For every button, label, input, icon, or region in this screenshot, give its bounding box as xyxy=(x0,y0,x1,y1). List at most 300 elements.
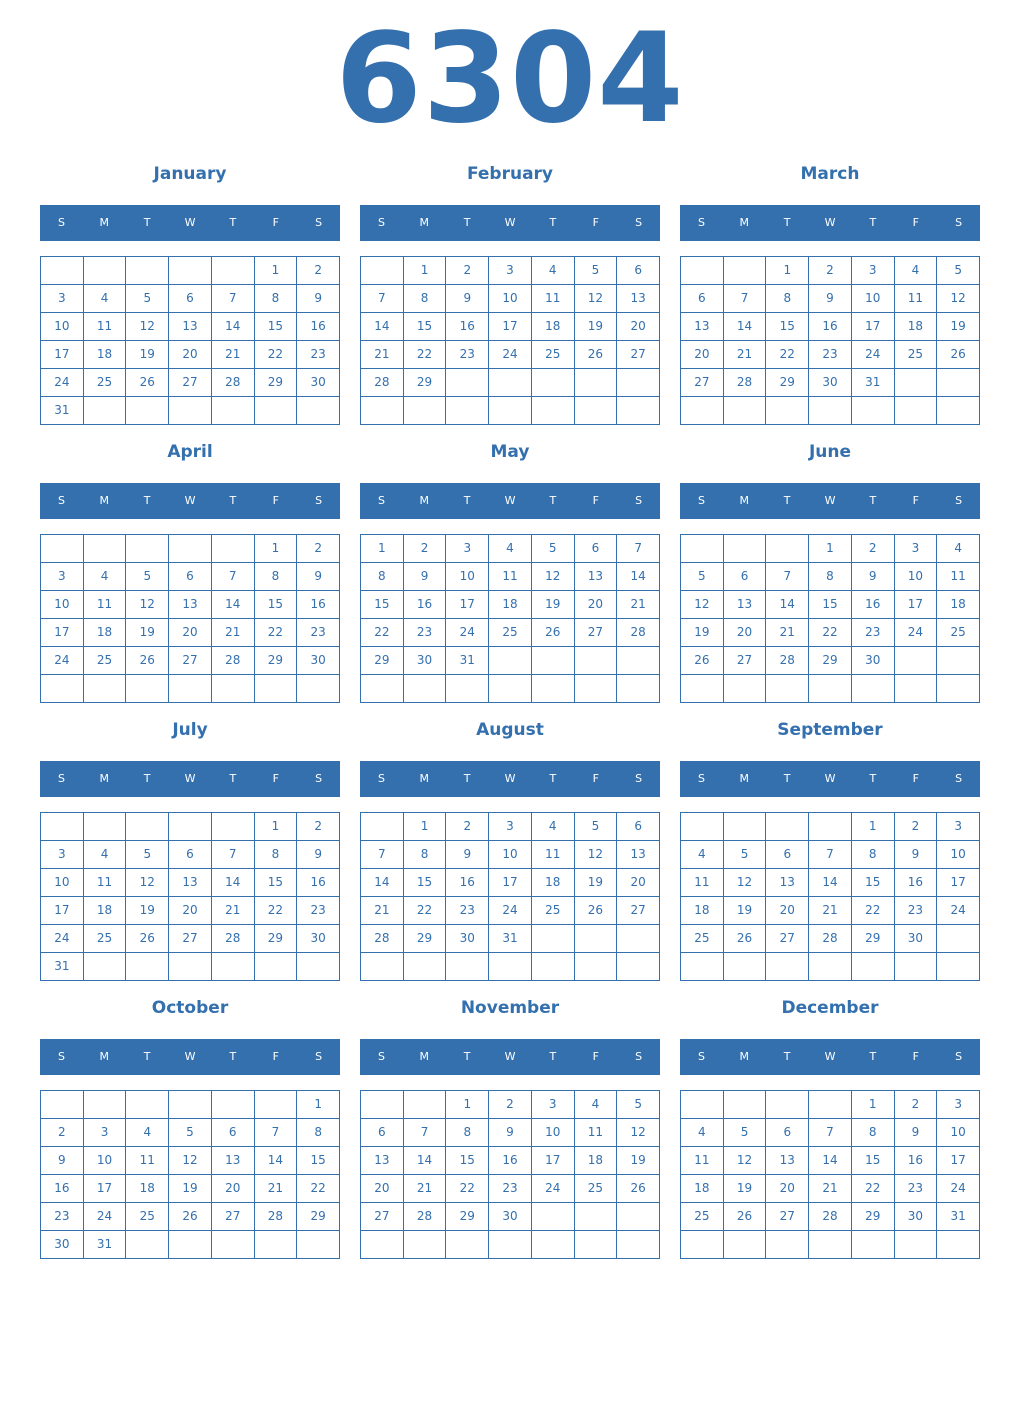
day-cell[interactable]: 31 xyxy=(41,953,84,981)
day-cell[interactable]: 23 xyxy=(297,897,340,925)
day-cell[interactable]: 31 xyxy=(937,1203,980,1231)
day-cell[interactable]: 10 xyxy=(489,285,532,313)
day-cell[interactable]: 9 xyxy=(809,285,852,313)
day-cell[interactable]: 2 xyxy=(895,1091,938,1119)
day-cell[interactable]: 8 xyxy=(255,841,298,869)
day-cell[interactable]: 5 xyxy=(937,257,980,285)
day-cell[interactable]: 7 xyxy=(809,1119,852,1147)
day-cell[interactable]: 29 xyxy=(809,647,852,675)
day-cell[interactable]: 16 xyxy=(297,591,340,619)
day-cell[interactable]: 3 xyxy=(937,813,980,841)
day-cell[interactable]: 18 xyxy=(681,1175,724,1203)
day-cell[interactable]: 8 xyxy=(446,1119,489,1147)
day-cell[interactable]: 15 xyxy=(766,313,809,341)
day-cell[interactable]: 25 xyxy=(681,1203,724,1231)
day-cell[interactable]: 9 xyxy=(41,1147,84,1175)
day-cell[interactable]: 26 xyxy=(532,619,575,647)
day-cell[interactable]: 19 xyxy=(681,619,724,647)
day-cell[interactable]: 17 xyxy=(532,1147,575,1175)
day-cell[interactable]: 16 xyxy=(489,1147,532,1175)
day-cell[interactable]: 16 xyxy=(446,869,489,897)
day-cell[interactable]: 11 xyxy=(575,1119,618,1147)
day-cell[interactable]: 21 xyxy=(809,1175,852,1203)
day-cell[interactable]: 10 xyxy=(41,591,84,619)
day-cell[interactable]: 17 xyxy=(852,313,895,341)
day-cell[interactable]: 26 xyxy=(169,1203,212,1231)
day-cell[interactable]: 9 xyxy=(446,841,489,869)
day-cell[interactable]: 23 xyxy=(489,1175,532,1203)
day-cell[interactable]: 18 xyxy=(84,897,127,925)
day-cell[interactable]: 4 xyxy=(681,1119,724,1147)
day-cell[interactable]: 22 xyxy=(361,619,404,647)
day-cell[interactable]: 24 xyxy=(41,369,84,397)
day-cell[interactable]: 18 xyxy=(126,1175,169,1203)
day-cell[interactable]: 3 xyxy=(84,1119,127,1147)
day-cell[interactable]: 16 xyxy=(404,591,447,619)
day-cell[interactable]: 27 xyxy=(617,897,660,925)
day-cell[interactable]: 7 xyxy=(361,841,404,869)
day-cell[interactable]: 2 xyxy=(809,257,852,285)
day-cell[interactable]: 4 xyxy=(532,257,575,285)
day-cell[interactable]: 9 xyxy=(895,841,938,869)
day-cell[interactable]: 13 xyxy=(169,869,212,897)
day-cell[interactable]: 28 xyxy=(212,647,255,675)
day-cell[interactable]: 21 xyxy=(766,619,809,647)
day-cell[interactable]: 10 xyxy=(895,563,938,591)
day-cell[interactable]: 19 xyxy=(126,619,169,647)
day-cell[interactable]: 14 xyxy=(404,1147,447,1175)
day-cell[interactable]: 8 xyxy=(361,563,404,591)
day-cell[interactable]: 21 xyxy=(361,341,404,369)
day-cell[interactable]: 13 xyxy=(169,591,212,619)
day-cell[interactable]: 4 xyxy=(84,285,127,313)
day-cell[interactable]: 29 xyxy=(852,925,895,953)
day-cell[interactable]: 27 xyxy=(766,925,809,953)
day-cell[interactable]: 23 xyxy=(297,341,340,369)
day-cell[interactable]: 26 xyxy=(681,647,724,675)
day-cell[interactable]: 30 xyxy=(809,369,852,397)
day-cell[interactable]: 19 xyxy=(937,313,980,341)
day-cell[interactable]: 2 xyxy=(895,813,938,841)
day-cell[interactable]: 3 xyxy=(41,285,84,313)
day-cell[interactable]: 5 xyxy=(532,535,575,563)
day-cell[interactable]: 3 xyxy=(937,1091,980,1119)
day-cell[interactable]: 12 xyxy=(532,563,575,591)
day-cell[interactable]: 27 xyxy=(681,369,724,397)
day-cell[interactable]: 12 xyxy=(681,591,724,619)
day-cell[interactable]: 27 xyxy=(212,1203,255,1231)
day-cell[interactable]: 14 xyxy=(212,313,255,341)
day-cell[interactable]: 27 xyxy=(575,619,618,647)
day-cell[interactable]: 22 xyxy=(404,897,447,925)
day-cell[interactable]: 12 xyxy=(169,1147,212,1175)
day-cell[interactable]: 3 xyxy=(852,257,895,285)
day-cell[interactable]: 13 xyxy=(212,1147,255,1175)
day-cell[interactable]: 6 xyxy=(575,535,618,563)
day-cell[interactable]: 12 xyxy=(937,285,980,313)
day-cell[interactable]: 16 xyxy=(895,1147,938,1175)
day-cell[interactable]: 28 xyxy=(361,369,404,397)
day-cell[interactable]: 20 xyxy=(766,1175,809,1203)
day-cell[interactable]: 20 xyxy=(169,897,212,925)
day-cell[interactable]: 28 xyxy=(361,925,404,953)
day-cell[interactable]: 18 xyxy=(681,897,724,925)
day-cell[interactable]: 6 xyxy=(766,841,809,869)
day-cell[interactable]: 24 xyxy=(532,1175,575,1203)
day-cell[interactable]: 11 xyxy=(681,869,724,897)
day-cell[interactable]: 18 xyxy=(937,591,980,619)
day-cell[interactable]: 3 xyxy=(41,841,84,869)
day-cell[interactable]: 16 xyxy=(809,313,852,341)
day-cell[interactable]: 17 xyxy=(489,869,532,897)
day-cell[interactable]: 5 xyxy=(575,813,618,841)
day-cell[interactable]: 26 xyxy=(937,341,980,369)
day-cell[interactable]: 11 xyxy=(84,869,127,897)
day-cell[interactable]: 27 xyxy=(169,647,212,675)
day-cell[interactable]: 2 xyxy=(446,813,489,841)
day-cell[interactable]: 25 xyxy=(681,925,724,953)
day-cell[interactable]: 5 xyxy=(126,285,169,313)
day-cell[interactable]: 18 xyxy=(575,1147,618,1175)
day-cell[interactable]: 23 xyxy=(41,1203,84,1231)
day-cell[interactable]: 17 xyxy=(84,1175,127,1203)
day-cell[interactable]: 3 xyxy=(41,563,84,591)
day-cell[interactable]: 24 xyxy=(84,1203,127,1231)
day-cell[interactable]: 29 xyxy=(255,647,298,675)
day-cell[interactable]: 21 xyxy=(724,341,767,369)
day-cell[interactable]: 22 xyxy=(255,341,298,369)
day-cell[interactable]: 13 xyxy=(361,1147,404,1175)
day-cell[interactable]: 3 xyxy=(446,535,489,563)
day-cell[interactable]: 22 xyxy=(297,1175,340,1203)
day-cell[interactable]: 17 xyxy=(41,619,84,647)
day-cell[interactable]: 14 xyxy=(361,869,404,897)
day-cell[interactable]: 14 xyxy=(212,869,255,897)
day-cell[interactable]: 18 xyxy=(895,313,938,341)
day-cell[interactable]: 5 xyxy=(724,841,767,869)
day-cell[interactable]: 7 xyxy=(212,841,255,869)
day-cell[interactable]: 26 xyxy=(724,1203,767,1231)
day-cell[interactable]: 10 xyxy=(41,869,84,897)
day-cell[interactable]: 24 xyxy=(489,341,532,369)
day-cell[interactable]: 12 xyxy=(575,285,618,313)
day-cell[interactable]: 12 xyxy=(126,591,169,619)
day-cell[interactable]: 6 xyxy=(617,813,660,841)
day-cell[interactable]: 3 xyxy=(532,1091,575,1119)
day-cell[interactable]: 28 xyxy=(766,647,809,675)
day-cell[interactable]: 14 xyxy=(809,1147,852,1175)
day-cell[interactable]: 2 xyxy=(41,1119,84,1147)
day-cell[interactable]: 4 xyxy=(575,1091,618,1119)
day-cell[interactable]: 29 xyxy=(297,1203,340,1231)
day-cell[interactable]: 26 xyxy=(575,341,618,369)
day-cell[interactable]: 1 xyxy=(809,535,852,563)
day-cell[interactable]: 19 xyxy=(532,591,575,619)
day-cell[interactable]: 25 xyxy=(84,925,127,953)
day-cell[interactable]: 28 xyxy=(809,925,852,953)
day-cell[interactable]: 14 xyxy=(617,563,660,591)
day-cell[interactable]: 13 xyxy=(766,1147,809,1175)
day-cell[interactable]: 31 xyxy=(446,647,489,675)
day-cell[interactable]: 26 xyxy=(126,925,169,953)
day-cell[interactable]: 22 xyxy=(446,1175,489,1203)
day-cell[interactable]: 20 xyxy=(212,1175,255,1203)
day-cell[interactable]: 7 xyxy=(809,841,852,869)
day-cell[interactable]: 2 xyxy=(297,257,340,285)
day-cell[interactable]: 29 xyxy=(404,369,447,397)
day-cell[interactable]: 21 xyxy=(404,1175,447,1203)
day-cell[interactable]: 1 xyxy=(255,257,298,285)
day-cell[interactable]: 14 xyxy=(212,591,255,619)
day-cell[interactable]: 15 xyxy=(297,1147,340,1175)
day-cell[interactable]: 2 xyxy=(404,535,447,563)
day-cell[interactable]: 4 xyxy=(937,535,980,563)
day-cell[interactable]: 6 xyxy=(169,285,212,313)
day-cell[interactable]: 15 xyxy=(852,1147,895,1175)
day-cell[interactable]: 20 xyxy=(169,341,212,369)
day-cell[interactable]: 1 xyxy=(255,535,298,563)
day-cell[interactable]: 13 xyxy=(617,841,660,869)
day-cell[interactable]: 13 xyxy=(724,591,767,619)
day-cell[interactable]: 31 xyxy=(489,925,532,953)
day-cell[interactable]: 15 xyxy=(404,313,447,341)
day-cell[interactable]: 29 xyxy=(404,925,447,953)
day-cell[interactable]: 23 xyxy=(446,341,489,369)
day-cell[interactable]: 15 xyxy=(446,1147,489,1175)
day-cell[interactable]: 9 xyxy=(404,563,447,591)
day-cell[interactable]: 24 xyxy=(489,897,532,925)
day-cell[interactable]: 18 xyxy=(84,619,127,647)
day-cell[interactable]: 16 xyxy=(852,591,895,619)
day-cell[interactable]: 12 xyxy=(724,869,767,897)
day-cell[interactable]: 11 xyxy=(532,841,575,869)
day-cell[interactable]: 12 xyxy=(126,869,169,897)
day-cell[interactable]: 7 xyxy=(766,563,809,591)
day-cell[interactable]: 11 xyxy=(84,313,127,341)
day-cell[interactable]: 27 xyxy=(766,1203,809,1231)
day-cell[interactable]: 10 xyxy=(937,1119,980,1147)
day-cell[interactable]: 8 xyxy=(809,563,852,591)
day-cell[interactable]: 1 xyxy=(404,813,447,841)
day-cell[interactable]: 26 xyxy=(126,647,169,675)
day-cell[interactable]: 3 xyxy=(489,813,532,841)
day-cell[interactable]: 26 xyxy=(617,1175,660,1203)
day-cell[interactable]: 15 xyxy=(255,313,298,341)
day-cell[interactable]: 2 xyxy=(297,535,340,563)
day-cell[interactable]: 5 xyxy=(575,257,618,285)
day-cell[interactable]: 7 xyxy=(361,285,404,313)
day-cell[interactable]: 5 xyxy=(126,841,169,869)
day-cell[interactable]: 6 xyxy=(169,563,212,591)
day-cell[interactable]: 28 xyxy=(404,1203,447,1231)
day-cell[interactable]: 22 xyxy=(255,897,298,925)
day-cell[interactable]: 15 xyxy=(255,869,298,897)
day-cell[interactable]: 21 xyxy=(212,341,255,369)
day-cell[interactable]: 23 xyxy=(895,897,938,925)
day-cell[interactable]: 3 xyxy=(489,257,532,285)
day-cell[interactable]: 25 xyxy=(126,1203,169,1231)
day-cell[interactable]: 18 xyxy=(489,591,532,619)
day-cell[interactable]: 9 xyxy=(489,1119,532,1147)
day-cell[interactable]: 17 xyxy=(937,1147,980,1175)
day-cell[interactable]: 4 xyxy=(84,841,127,869)
day-cell[interactable]: 22 xyxy=(255,619,298,647)
day-cell[interactable]: 31 xyxy=(852,369,895,397)
day-cell[interactable]: 8 xyxy=(852,841,895,869)
day-cell[interactable]: 27 xyxy=(361,1203,404,1231)
day-cell[interactable]: 22 xyxy=(852,1175,895,1203)
day-cell[interactable]: 1 xyxy=(852,813,895,841)
day-cell[interactable]: 24 xyxy=(446,619,489,647)
day-cell[interactable]: 7 xyxy=(404,1119,447,1147)
day-cell[interactable]: 10 xyxy=(852,285,895,313)
day-cell[interactable]: 9 xyxy=(297,285,340,313)
day-cell[interactable]: 28 xyxy=(255,1203,298,1231)
day-cell[interactable]: 20 xyxy=(361,1175,404,1203)
day-cell[interactable]: 25 xyxy=(84,369,127,397)
day-cell[interactable]: 30 xyxy=(852,647,895,675)
day-cell[interactable]: 19 xyxy=(724,897,767,925)
day-cell[interactable]: 11 xyxy=(937,563,980,591)
day-cell[interactable]: 20 xyxy=(724,619,767,647)
day-cell[interactable]: 28 xyxy=(617,619,660,647)
day-cell[interactable]: 25 xyxy=(489,619,532,647)
day-cell[interactable]: 18 xyxy=(84,341,127,369)
day-cell[interactable]: 8 xyxy=(297,1119,340,1147)
day-cell[interactable]: 6 xyxy=(724,563,767,591)
day-cell[interactable]: 4 xyxy=(84,563,127,591)
day-cell[interactable]: 29 xyxy=(852,1203,895,1231)
day-cell[interactable]: 26 xyxy=(575,897,618,925)
day-cell[interactable]: 28 xyxy=(809,1203,852,1231)
day-cell[interactable]: 12 xyxy=(617,1119,660,1147)
day-cell[interactable]: 15 xyxy=(852,869,895,897)
day-cell[interactable]: 18 xyxy=(532,313,575,341)
day-cell[interactable]: 23 xyxy=(404,619,447,647)
day-cell[interactable]: 23 xyxy=(297,619,340,647)
day-cell[interactable]: 17 xyxy=(937,869,980,897)
day-cell[interactable]: 18 xyxy=(532,869,575,897)
day-cell[interactable]: 27 xyxy=(724,647,767,675)
day-cell[interactable]: 7 xyxy=(212,285,255,313)
day-cell[interactable]: 10 xyxy=(446,563,489,591)
day-cell[interactable]: 7 xyxy=(617,535,660,563)
day-cell[interactable]: 6 xyxy=(212,1119,255,1147)
day-cell[interactable]: 1 xyxy=(255,813,298,841)
day-cell[interactable]: 30 xyxy=(297,369,340,397)
day-cell[interactable]: 27 xyxy=(169,925,212,953)
day-cell[interactable]: 4 xyxy=(681,841,724,869)
day-cell[interactable]: 8 xyxy=(766,285,809,313)
day-cell[interactable]: 22 xyxy=(766,341,809,369)
day-cell[interactable]: 27 xyxy=(169,369,212,397)
day-cell[interactable]: 10 xyxy=(41,313,84,341)
day-cell[interactable]: 23 xyxy=(852,619,895,647)
day-cell[interactable]: 16 xyxy=(41,1175,84,1203)
day-cell[interactable]: 26 xyxy=(126,369,169,397)
day-cell[interactable]: 8 xyxy=(255,285,298,313)
day-cell[interactable]: 1 xyxy=(361,535,404,563)
day-cell[interactable]: 13 xyxy=(766,869,809,897)
day-cell[interactable]: 24 xyxy=(937,1175,980,1203)
day-cell[interactable]: 17 xyxy=(489,313,532,341)
day-cell[interactable]: 29 xyxy=(361,647,404,675)
day-cell[interactable]: 21 xyxy=(212,619,255,647)
day-cell[interactable]: 29 xyxy=(255,369,298,397)
day-cell[interactable]: 5 xyxy=(617,1091,660,1119)
day-cell[interactable]: 24 xyxy=(41,925,84,953)
day-cell[interactable]: 20 xyxy=(169,619,212,647)
day-cell[interactable]: 19 xyxy=(617,1147,660,1175)
day-cell[interactable]: 1 xyxy=(766,257,809,285)
day-cell[interactable]: 2 xyxy=(297,813,340,841)
day-cell[interactable]: 21 xyxy=(809,897,852,925)
day-cell[interactable]: 8 xyxy=(852,1119,895,1147)
day-cell[interactable]: 1 xyxy=(297,1091,340,1119)
day-cell[interactable]: 5 xyxy=(126,563,169,591)
day-cell[interactable]: 25 xyxy=(532,341,575,369)
day-cell[interactable]: 29 xyxy=(766,369,809,397)
day-cell[interactable]: 22 xyxy=(404,341,447,369)
day-cell[interactable]: 24 xyxy=(852,341,895,369)
day-cell[interactable]: 30 xyxy=(895,925,938,953)
day-cell[interactable]: 30 xyxy=(489,1203,532,1231)
day-cell[interactable]: 29 xyxy=(446,1203,489,1231)
day-cell[interactable]: 14 xyxy=(724,313,767,341)
day-cell[interactable]: 25 xyxy=(84,647,127,675)
day-cell[interactable]: 10 xyxy=(532,1119,575,1147)
day-cell[interactable]: 19 xyxy=(575,313,618,341)
day-cell[interactable]: 5 xyxy=(169,1119,212,1147)
day-cell[interactable]: 22 xyxy=(852,897,895,925)
day-cell[interactable]: 31 xyxy=(41,397,84,425)
day-cell[interactable]: 7 xyxy=(212,563,255,591)
day-cell[interactable]: 17 xyxy=(895,591,938,619)
day-cell[interactable]: 15 xyxy=(361,591,404,619)
day-cell[interactable]: 20 xyxy=(617,869,660,897)
day-cell[interactable]: 27 xyxy=(617,341,660,369)
day-cell[interactable]: 13 xyxy=(575,563,618,591)
day-cell[interactable]: 11 xyxy=(126,1147,169,1175)
day-cell[interactable]: 30 xyxy=(41,1231,84,1259)
day-cell[interactable]: 3 xyxy=(895,535,938,563)
day-cell[interactable]: 9 xyxy=(852,563,895,591)
day-cell[interactable]: 30 xyxy=(895,1203,938,1231)
day-cell[interactable]: 1 xyxy=(446,1091,489,1119)
day-cell[interactable]: 5 xyxy=(681,563,724,591)
day-cell[interactable]: 20 xyxy=(681,341,724,369)
day-cell[interactable]: 19 xyxy=(169,1175,212,1203)
day-cell[interactable]: 25 xyxy=(575,1175,618,1203)
day-cell[interactable]: 11 xyxy=(532,285,575,313)
day-cell[interactable]: 24 xyxy=(937,897,980,925)
day-cell[interactable]: 24 xyxy=(41,647,84,675)
day-cell[interactable]: 29 xyxy=(255,925,298,953)
day-cell[interactable]: 9 xyxy=(297,563,340,591)
day-cell[interactable]: 10 xyxy=(84,1147,127,1175)
day-cell[interactable]: 31 xyxy=(84,1231,127,1259)
day-cell[interactable]: 22 xyxy=(809,619,852,647)
day-cell[interactable]: 11 xyxy=(681,1147,724,1175)
day-cell[interactable]: 28 xyxy=(212,369,255,397)
day-cell[interactable]: 10 xyxy=(489,841,532,869)
day-cell[interactable]: 7 xyxy=(255,1119,298,1147)
day-cell[interactable]: 21 xyxy=(212,897,255,925)
day-cell[interactable]: 5 xyxy=(724,1119,767,1147)
day-cell[interactable]: 6 xyxy=(766,1119,809,1147)
day-cell[interactable]: 14 xyxy=(809,869,852,897)
day-cell[interactable]: 19 xyxy=(575,869,618,897)
